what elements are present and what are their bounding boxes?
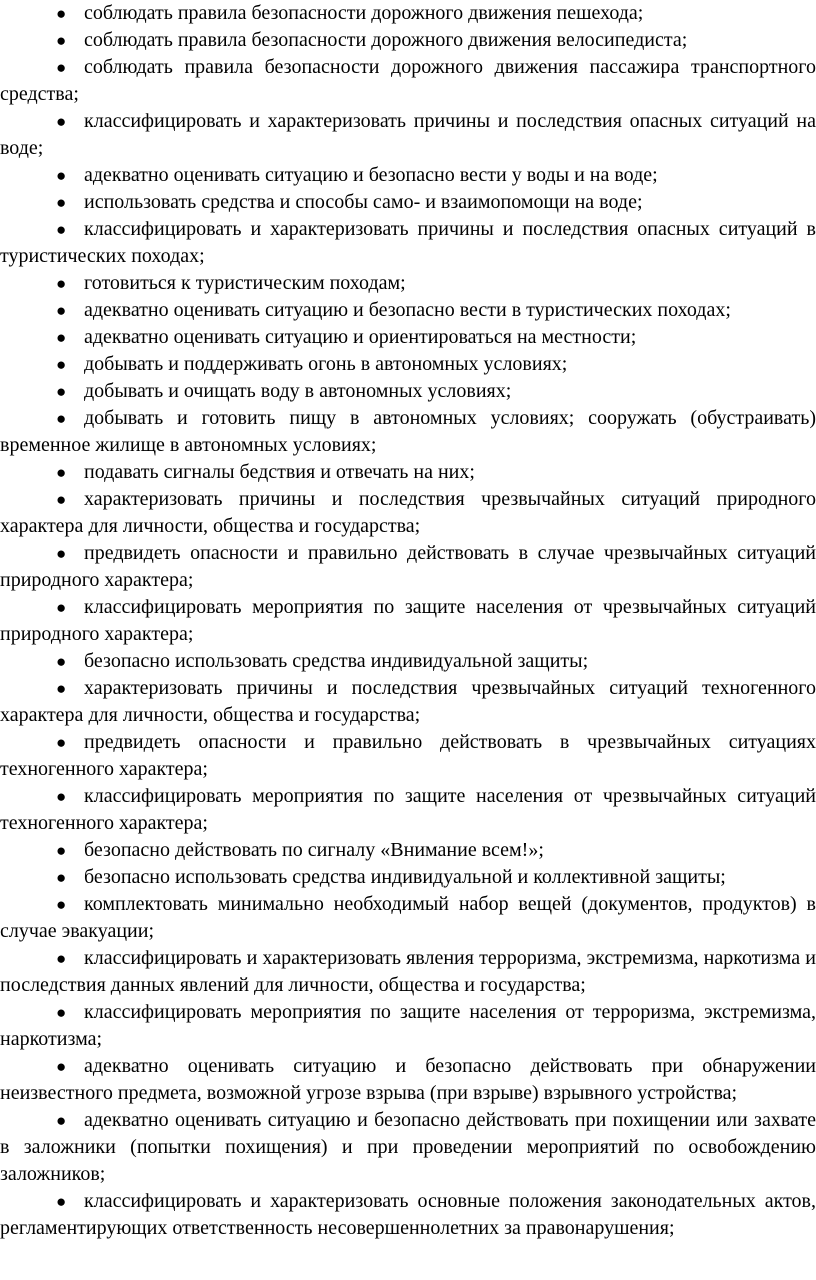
list-item-text: предвидеть опасности и правильно действовать в случае чрезвычайных ситуаций природного характера; — [0, 542, 816, 591]
list-item-text: использовать средства и способы само- и взаимопомощи на воде; — [84, 191, 643, 213]
list-item-text: безопасно использовать средства индивидуальной и коллективной защиты; — [84, 866, 726, 888]
list-item — [0, 54, 816, 108]
bullet-icon: ● — [56, 895, 67, 914]
list-item-text: предвидеть опасности и правильно действовать в чрезвычайных ситуациях техногенного характера; — [0, 731, 816, 780]
bullet-icon: ● — [56, 166, 67, 185]
bullet-icon: ● — [56, 868, 67, 887]
bullet-icon: ● — [56, 301, 67, 320]
bullet-icon: ● — [56, 841, 67, 860]
list-item — [0, 540, 816, 594]
list-item — [0, 189, 816, 216]
list-item — [0, 27, 816, 54]
bullet-icon: ● — [56, 274, 67, 293]
list-item — [0, 459, 816, 486]
bullet-icon: ● — [56, 355, 67, 374]
list-item-text: классифицировать мероприятия по защите населения от чрезвычайных ситуаций природного характера; — [0, 596, 816, 645]
list-item — [0, 648, 816, 675]
list-item — [0, 594, 816, 648]
list-item-text: соблюдать правила безопасности дорожного движения велосипедиста; — [84, 29, 688, 51]
bullet-icon: ● — [56, 949, 67, 968]
bullet-icon: ● — [56, 4, 67, 23]
bullet-icon: ● — [56, 598, 67, 617]
list-item — [0, 1107, 816, 1188]
list-item-text: добывать и поддерживать огонь в автономных условиях; — [84, 353, 568, 375]
list-item-text: классифицировать мероприятия по защите населения от терроризма, экстремизма, наркотизма; — [0, 1001, 816, 1050]
bullet-icon: ● — [56, 409, 67, 428]
list-item — [0, 324, 816, 351]
list-item-text: характеризовать причины и последствия чрезвычайных ситуаций природного характера для личности, общества и государства; — [0, 488, 816, 537]
list-item — [0, 378, 816, 405]
list-item — [0, 270, 816, 297]
bullet-icon: ● — [56, 328, 67, 347]
list-item-text: адекватно оценивать ситуацию и безопасно вести у воды и на воде; — [84, 164, 658, 186]
list-item-text: добывать и очищать воду в автономных условиях; — [84, 380, 512, 402]
list-item-text: адекватно оценивать ситуацию и безопасно действовать при обнаружении неизвестного предмета, возможной угрозе взрыва (при взрыве) взрывного устройства; — [0, 1055, 816, 1104]
bullet-icon: ● — [56, 193, 67, 212]
list-item-text: характеризовать причины и последствия чрезвычайных ситуаций техногенного характера для личности, общества и государства; — [0, 677, 816, 726]
list-item — [0, 837, 816, 864]
bullet-icon: ● — [56, 787, 67, 806]
list-item — [0, 1188, 816, 1242]
bullet-icon: ● — [56, 112, 67, 131]
list-item — [0, 783, 816, 837]
bullet-icon: ● — [56, 679, 67, 698]
bullet-icon: ● — [56, 490, 67, 509]
bullet-icon: ● — [56, 733, 67, 752]
list-item-text: комплектовать минимально необходимый набор вещей (документов, продуктов) в случае эвакуации; — [0, 893, 816, 942]
bullet-icon: ● — [56, 1111, 67, 1130]
list-item — [0, 864, 816, 891]
bullet-icon: ● — [56, 382, 67, 401]
list-item — [0, 675, 816, 729]
list-item-text: добывать и готовить пищу в автономных условиях; сооружать (обустраивать) временное жилище в автономных условиях; — [0, 407, 816, 456]
bullet-icon: ● — [56, 1192, 67, 1211]
list-item — [0, 945, 816, 999]
list-item-text: подавать сигналы бедствия и отвечать на них; — [84, 461, 475, 483]
list-item — [0, 891, 816, 945]
list-item-text: безопасно действовать по сигналу «Внимание всем!»; — [84, 839, 544, 861]
bullet-icon: ● — [56, 58, 67, 77]
bullet-icon: ● — [56, 463, 67, 482]
list-item-text: адекватно оценивать ситуацию и безопасно действовать при похищении или захвате в заложники (попытки похищения) и при проведении мероприятий по освобождению заложников; — [0, 1109, 816, 1185]
list-item-text: безопасно использовать средства индивидуальной защиты; — [84, 650, 589, 672]
list-item — [0, 351, 816, 378]
list-item-text: соблюдать правила безопасности дорожного движения пассажира транспортного средства; — [0, 56, 816, 105]
list-item-text: классифицировать и характеризовать причины и последствия опасных ситуаций на воде; — [0, 110, 816, 159]
bullet-icon: ● — [56, 652, 67, 671]
list-item-text: классифицировать мероприятия по защите населения от чрезвычайных ситуаций техногенного характера; — [0, 785, 816, 834]
list-item-text: классифицировать и характеризовать основные положения законодательных актов, регламентирующих ответственность несовершеннолетних за правонарушения; — [0, 1190, 816, 1239]
list-item-text: адекватно оценивать ситуацию и безопасно вести в туристических походах; — [84, 299, 731, 321]
bullet-icon: ● — [56, 220, 67, 239]
list-item — [0, 486, 816, 540]
list-item-text: готовиться к туристическим походам; — [84, 272, 406, 294]
list-item — [0, 729, 816, 783]
bullet-icon: ● — [56, 1057, 67, 1076]
list-item-text: адекватно оценивать ситуацию и ориентироваться на местности; — [84, 326, 637, 348]
list-item — [0, 999, 816, 1053]
list-item — [0, 162, 816, 189]
list-item — [0, 405, 816, 459]
list-item — [0, 297, 816, 324]
bullet-icon: ● — [56, 544, 67, 563]
list-item-text: классифицировать и характеризовать причины и последствия опасных ситуаций в туристических походах; — [0, 218, 816, 267]
bullet-icon: ● — [56, 31, 67, 50]
list-item-text: классифицировать и характеризовать явления терроризма, экстремизма, наркотизма и последствия данных явлений для личности, общества и государства; — [0, 947, 816, 996]
list-item — [0, 216, 816, 270]
bullet-icon: ● — [56, 1003, 67, 1022]
list-item — [0, 0, 816, 27]
list-item — [0, 108, 816, 162]
list-item-text: соблюдать правила безопасности дорожного движения пешехода; — [84, 2, 644, 24]
list-item — [0, 1053, 816, 1107]
